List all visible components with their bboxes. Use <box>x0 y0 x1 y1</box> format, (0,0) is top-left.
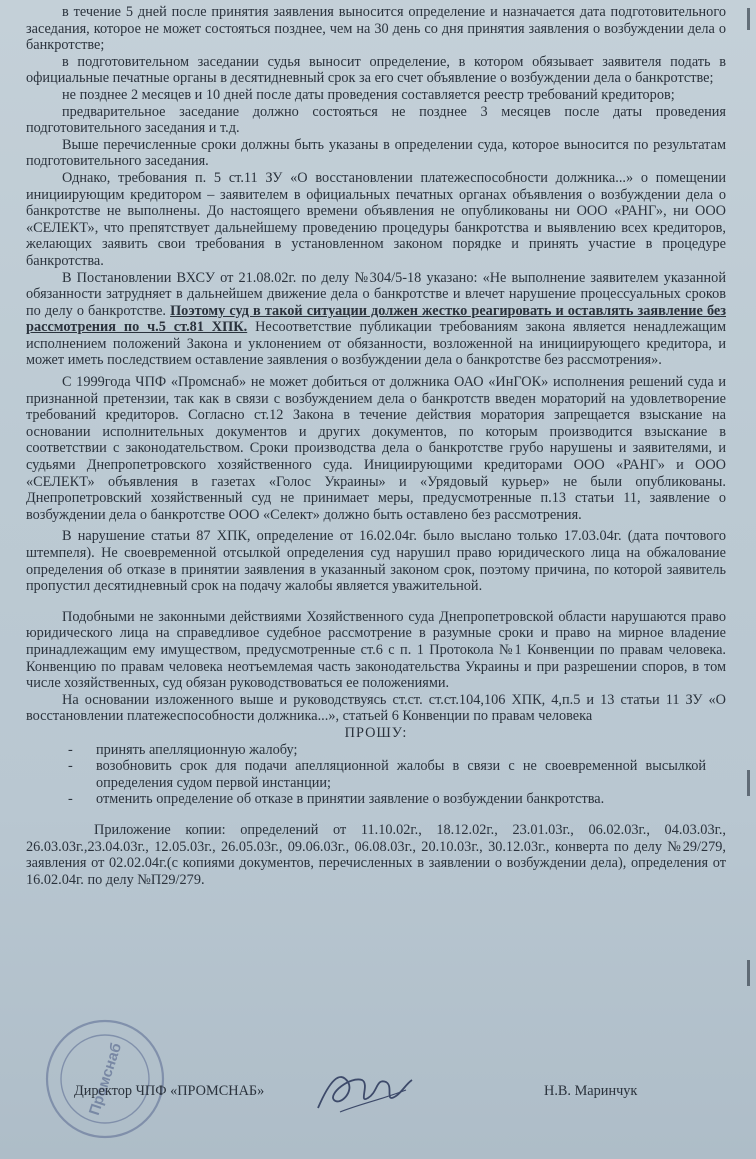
paragraph: С 1999года ЧПФ «Промснаб» не может добиться от должника ОАО «ИнГОК» исполнения решений суда и признанной претензии, так как в связи с возбуждением дела о банкротств введен мораторий на удовлетворение требований кредиторов. Согласно ст.12 Закона в течение действия моратория запрещается взыскание на основании исполнительных документов и других документов, по которым производится взыскание в соответствии с законодательством. Сроки производства дела о банкротстве грубо нарушены и заявителями, и судьями Днепропетровского хозяйственного суда. Инициирующими кредиторами ООО «РАНГ» и ООО «СЕЛЕКТ» объявления в газетах «Голос Украины» и «Урядовый курьер» не были опубликованы. Днепропетровский хозяйственный суд не принимает меры, предусмотренные п.13 статьи 11, заявление о возбуждении дела о банкротстве ООО «Селект» должно быть оставлено без рассмотрения. <box>26 374 726 523</box>
paragraph: в подготовительном заседании судья выносит определение, в котором обязывает заявителя подать в официальные печатные органы в десятидневный срок за его счет объявление о возбуждении дела о банкротстве; <box>26 53 726 87</box>
paragraph: Подобными не законными действиями Хозяйственного суда Днепропетровской области нарушаются право юридического лица на справедливое судебное рассмотрение в разумные сроки и право на мирное владение принадлежащим ему имуществом, предусмотренные ст.6 с п. 1 Протокола №1 Конвенции по правам человека. Конвенцию по правам человека неотъемлемая часть законодательства Украины и при разрешении споров, в том числе хозяйственных, суд обязан руководствоваться ее положениями. <box>26 608 726 692</box>
paragraph: Выше перечисленные сроки должны быть указаны в определении суда, которое выносится по результатам подготовительного заседания. <box>26 136 726 170</box>
signatory-title: Директор ЧПФ «ПРОМСНАБ» <box>74 1083 265 1099</box>
paragraph: не позднее 2 месяцев и 10 дней после даты проведения составляется реестр требований кредиторов; <box>62 86 675 103</box>
paragraph: в течение 5 дней после принятия заявления выносится определение и назначается дата подготовительного заседания, которое не может состояться позднее, чем на 30 день со дня принятия заявления о возбуждении дела о банкротстве; <box>26 4 726 54</box>
attachment-block <box>26 822 726 888</box>
edge-scan-mark <box>747 770 750 796</box>
paragraph: На основании изложенного выше и руководствуясь ст.ст. ст.ст.104,106 ХПК, 4,п.5 и 13 статьи 11 ЗУ «О восстановлении платежеспособности должника...», статьей 6 Конвенции по правам человека <box>26 691 726 725</box>
signatory-name: Н.В. Маринчук <box>544 1083 638 1099</box>
request-item: - принять апелляционную жалобу; <box>68 741 298 758</box>
request-item: - возобновить срок для подачи апелляционной жалобы в связи с не своевременной высылкой определения судом первой инстанции; <box>68 758 706 791</box>
ruling-emphasis: Поэтому суд в такой ситуации должен жестко реагировать и оставлять заявление без рассмотрения по ч.5 ст.81 ХПК. <box>26 302 727 336</box>
paragraph: Однако, требования п. 5 ст.11 ЗУ «О восстановлении платежеспособности должника...» о помещении инициирующим кредитором – заявителем в официальных печатных органах объявления о возбуждении дела о банкротстве не выполнены. До настоящего времени объявления не опубликованы ни ООО «РАНГ», ни ООО «СЕЛЕКТ», что препятствует дальнейшему проведению процедуры банкротства и выявлению всех кредиторов, желающих заявить свои требования в установленном законом порядке и принять участие в процедуре банкротства. <box>26 169 726 269</box>
paragraph: В нарушение статьи 87 ХПК, определение от 16.02.04г. было выслано только 17.03.04г. (дата почтового штемпеля). Не своевременной отсылкой определения суд нарушил право юридического лица на обжалование определения об отказе в принятии заявления в указанный законом срок, поэтому причина, по которой заявитель пропустил десятидневный срок на подачу жалобы является уважительной. <box>26 528 726 595</box>
signature-row <box>26 1083 726 1103</box>
edge-scan-mark <box>747 960 750 986</box>
edge-scan-mark <box>747 8 750 30</box>
ruling-text: Несоответствие публикации требованиям закона является ненадлежащим исполнением положений Закона и уклонением от обязанности, возложенной на инициирующего кредитора, и может иметь последствием оставление заявления о возбуждении дела о банкротстве без рассмотрения». <box>26 319 726 369</box>
request-item: - отменить определение об отказе в принятии заявление о возбуждении банкротства. <box>68 791 605 808</box>
paragraph: предварительное заседание должно состояться не позднее 3 месяцев после даты проведения подготовительного заседания и т.д. <box>26 103 726 137</box>
company-stamp <box>40 1014 170 1144</box>
attachment-text: Приложение копии: определений от 11.10.02г., 18.12.02г., 23.01.03г., 06.02.03г., 04.03.03г., 26.03.03г.,23.04.03г., 12.05.03г., 26.05.03г., 09.06.03г., 06.08.03г., 20.10.03г., 30.12.03г., конверта по делу №29/279, заявления от 02.02.04г.(с копиями документов, перечисленных в заявлении о возбуждении дела), определения от 16.02.04г. по делу №П29/279. <box>26 821 726 888</box>
paragraph-vhsu-ruling <box>26 270 726 370</box>
stamp-text: Промснаб <box>85 1040 126 1118</box>
ruling-text: В Постановлении ВХСУ от 21.08.02г. по делу №304/5-18 указано: «Не выполнение заявителем указанной обязанности затрудняет в дальнейшем движение дела о банкротстве и влечет нарушение процессуальных сроков по делу о банкротстве. <box>26 269 726 319</box>
document-body <box>26 4 726 888</box>
request-heading: ПРОШУ: <box>344 724 408 741</box>
request-list <box>26 742 726 808</box>
